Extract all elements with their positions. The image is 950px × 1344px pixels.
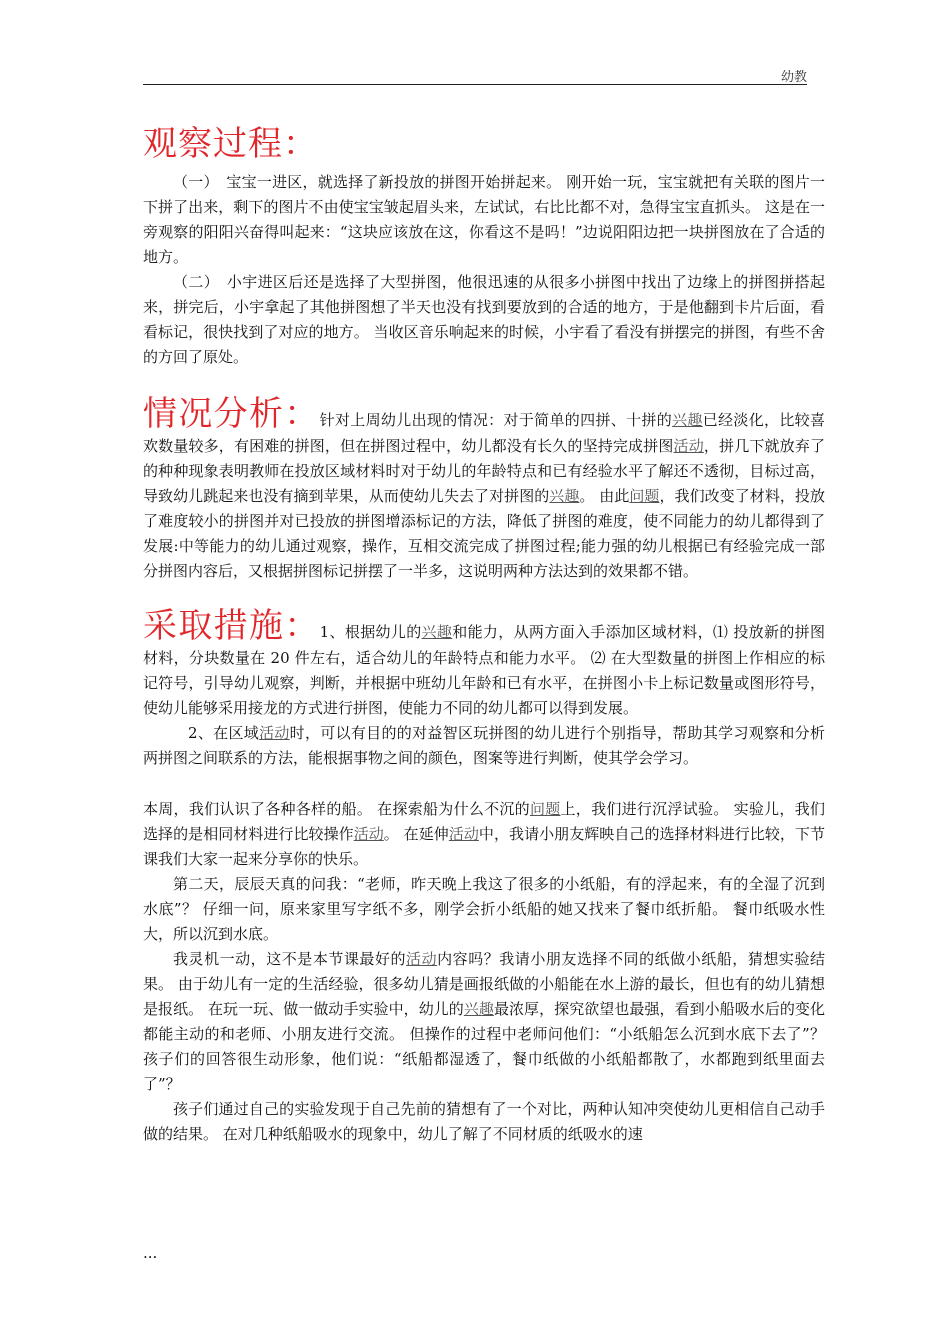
situation-text-1: 针对上周幼儿出现的情况：对于简单的四拼、十拼的 [319, 411, 673, 429]
observation-paragraph-1: （一） 宝宝一进区，就选择了新投放的拼图开始拼起来。 刚开始一玩，宝宝就把有关联的图片一下拼了出来，剩下的图片不由使宝宝皱起眉头来，左试试，右比比都不对，急得宝宝直抓头。 这是在一旁观察的阳阳兴奋得叫起来：“这块应该放在这，你看这不是吗！”边说阳阳边把一块拼图放在了合适的地方。 [143, 173, 825, 266]
week-p1-text-4: 中，我请小朋友辉映自己的选择材料进行比较，下节课我们大家一起来分享你的快乐。 [143, 825, 825, 868]
week-paragraph-3 [143, 947, 825, 1097]
week-paragraph-4: 孩子们通过自己的实验发现于自己先前的猜想有了一个对比，两种认知冲突使幼儿更相信自己动手做的结果。 在对几种纸船吸水的现象中，幼儿了解了不同材质的纸吸水的速 [143, 1100, 825, 1143]
week-p1-text-3: 。 在延伸 [383, 825, 449, 843]
page-ellipsis: ... [143, 1244, 158, 1262]
measures-text-1: 1、根据幼儿的 [319, 623, 422, 641]
situation-paragraph [143, 394, 825, 584]
week-p1-text-2: 上，我们进行沉浮试验。 实验儿，我们选择的是相同材料进行比较操作 [143, 800, 825, 843]
situation-link-activity[interactable]: 活动 [673, 437, 704, 455]
situation-link-interest-1[interactable]: 兴趣 [672, 411, 703, 429]
week-link-interest[interactable]: 兴趣 [463, 1000, 494, 1018]
week-p3-text-3: 最浓厚，探究欲望也最强，看到小船吸水后的变化都能主动的和老师、小朋友进行交流。 但操作的过程中老师问他们：“小纸船怎么沉到水底下去了”？ 孩子们的回答很生动形象，他们说：“纸船都湿透了，餐巾纸做的小纸船都散了，水都跑到纸里面去了”？ [143, 1000, 825, 1093]
measures-link-interest[interactable]: 兴趣 [421, 623, 453, 641]
document-body [143, 118, 825, 1147]
situation-link-problem[interactable]: 问题 [629, 487, 660, 505]
measures-paragraph-2 [143, 721, 825, 771]
observation-paragraph-2: （二） 小宇进区后还是选择了大型拼图，他很迅速的从很多小拼图中找出了边缘上的拼图拼搭起来，拼完后，小宇拿起了其他拼图想了半天也没有找到要放到的合适的地方，于是他翻到卡片后面，看看标记，很快找到了对应的地方。 当收区音乐响起来的时候，小宇看了看没有拼摆完的拼图，有些不舍的方回了原处。 [143, 273, 825, 366]
situation-text-2: 已经淡化，比较喜欢数量较多，有困难的拼图，但在拼图过程中，幼儿都没有长久的坚持完成拼图 [143, 411, 825, 455]
situation-text-4: 。 由此 [579, 487, 630, 505]
measures-p2-text-2: 时，可以有目的的对益智区玩拼图的幼儿进行个别指导，帮助其学习观察和分析两拼图之间联系的方法，能根据事物之间的颜色，图案等进行判断，使其学会学习。 [143, 724, 825, 767]
week-p3-text-1: 我灵机一动，这不是本节课最好的 [173, 950, 407, 968]
situation-section [143, 394, 825, 584]
week-link-activity-1[interactable]: 活动 [353, 825, 384, 843]
measures-link-activity[interactable]: 活动 [259, 724, 290, 742]
week-link-activity-2[interactable]: 活动 [448, 825, 479, 843]
situation-text-5: ，我们改变了材料，投放了难度较小的拼图并对已投放的拼图增添标记的方法，降低了拼图的难度，使不同能力的幼儿都得到了发展:中等能力的幼儿通过观察，操作，互相交流完成了拼图过程;能力强的幼儿根据已有经验完成一部分拼图内容后，又根据拼图标记拼摆了一半多，这说明两种方法达到的效果都不错。 [143, 487, 825, 580]
week-p1-text-1: 本周，我们认识了各种各样的船。 在探索船为什么不沉的 [143, 800, 530, 818]
header-rule [143, 84, 807, 85]
observation-section [143, 118, 825, 370]
observation-heading: 观察过程： [143, 124, 318, 164]
measures-heading: 采取措施： [143, 606, 320, 646]
measures-paragraph-1 [143, 606, 825, 721]
situation-link-interest-2[interactable]: 兴趣 [549, 487, 580, 505]
week-paragraph-1 [143, 797, 825, 872]
situation-text-3: ，拼几下就放弃了的种种现象表明教师在投放区域材料时对于幼儿的年龄特点和已有经验水平了解还不透彻，目标过高，导致幼儿跳起来也没有摘到苹果，从而使幼儿失去了对拼图的 [143, 437, 825, 505]
week-link-activity-3[interactable]: 活动 [406, 950, 438, 968]
weekly-reflection-section [143, 797, 825, 1147]
measures-p2-text-1: 2、在区域 [188, 724, 260, 742]
week-link-problem[interactable]: 问题 [529, 800, 561, 818]
measures-section [143, 606, 825, 771]
measures-text-2: 和能力，从两方面入手添加区域材料，⑴ 投放新的拼图材料，分块数量在 20 件左右，适合幼儿的年龄特点和能力水平。 ⑵ 在大型数量的拼图上作相应的标记符号，引导幼儿观察，判断，并根据中班幼儿年龄和已有水平，在拼图小卡上标记数量或图形符号，使幼儿能够采用接龙的方式进行拼图，使能力不同的幼儿都可以得到发展。 [143, 623, 825, 717]
week-paragraph-2: 第二天，辰辰天真的问我：“老师，昨天晚上我这了很多的小纸船，有的浮起来，有的全湿了沉到水底”？ 仔细一问，原来家里写字纸不多，刚学会折小纸船的她又找来了餐巾纸折船。 餐巾纸吸水性大，所以沉到水底。 [143, 875, 825, 943]
situation-heading: 情况分析： [143, 394, 320, 434]
header-label: 幼教 [780, 70, 807, 85]
week-p3-text-2: 内容吗？我请小朋友选择不同的纸做小纸船，猜想实验结果。 由于幼儿有一定的生活经验，很多幼儿猜是画报纸做的小船能在水上游的最长，但也有的幼儿猜想是报纸。 在玩一玩、做一做动手实验中，幼儿的 [143, 950, 825, 1018]
